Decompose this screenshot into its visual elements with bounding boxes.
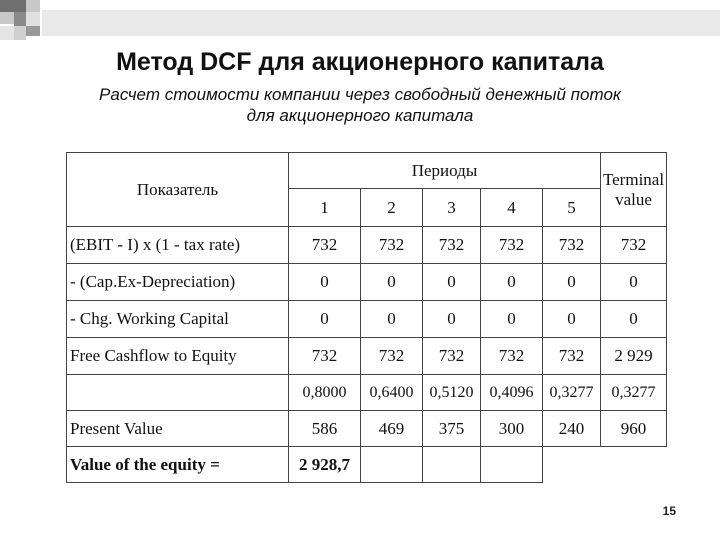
equity-value-row xyxy=(67,447,667,483)
indicator-header: Показатель xyxy=(67,153,289,227)
deco-square xyxy=(26,0,40,12)
header-decoration xyxy=(0,0,720,48)
page-number: 15 xyxy=(662,504,676,518)
period-header: 5 xyxy=(543,189,601,227)
subtitle-line: для акционерного капитала xyxy=(246,106,474,125)
cell: 960 xyxy=(601,411,667,447)
row-label: Present Value xyxy=(67,411,289,447)
deco-square xyxy=(14,26,26,40)
cell: 375 xyxy=(423,411,481,447)
cell: 732 xyxy=(289,338,361,375)
cell: 0 xyxy=(481,301,543,338)
empty-cell xyxy=(67,375,289,411)
cell: 732 xyxy=(423,227,481,264)
cell: 300 xyxy=(481,411,543,447)
discount-factor: 0,3277 xyxy=(543,375,601,411)
discount-factor: 0,4096 xyxy=(481,375,543,411)
equity-value: 2 928,7 xyxy=(289,447,361,483)
cell: 0 xyxy=(289,264,361,301)
row-label: - (Cap.Ex-Depreciation) xyxy=(67,264,289,301)
header-bar xyxy=(42,10,720,36)
table-row xyxy=(67,301,667,338)
deco-square xyxy=(0,26,14,40)
cell: 0 xyxy=(423,264,481,301)
discount-factor: 0,6400 xyxy=(361,375,423,411)
dcf-table xyxy=(66,152,667,483)
discount-factor: 0,8000 xyxy=(289,375,361,411)
cell: 732 xyxy=(361,338,423,375)
empty-cell xyxy=(481,447,543,483)
deco-square xyxy=(0,0,26,12)
deco-square xyxy=(26,12,40,26)
slide-title: Метод DCF для акционерного капитала xyxy=(116,48,604,76)
cell: 0 xyxy=(423,301,481,338)
cell: 0 xyxy=(601,264,667,301)
cell: 0 xyxy=(361,264,423,301)
cell: 469 xyxy=(361,411,423,447)
cell: 0 xyxy=(481,264,543,301)
discount-factor-row xyxy=(67,375,667,411)
period-header: 4 xyxy=(481,189,543,227)
empty-cell xyxy=(361,447,423,483)
cell: 2 929 xyxy=(601,338,667,375)
row-label: Free Cashflow to Equity xyxy=(67,338,289,375)
cell: 732 xyxy=(543,338,601,375)
discount-factor: 0,5120 xyxy=(423,375,481,411)
cell: 0 xyxy=(289,301,361,338)
cell: 732 xyxy=(601,227,667,264)
cell: 0 xyxy=(543,301,601,338)
terminal-value-header: Terminal value xyxy=(601,153,667,227)
table-row xyxy=(67,338,667,375)
table-row xyxy=(67,227,667,264)
period-header: 2 xyxy=(361,189,423,227)
cell: 586 xyxy=(289,411,361,447)
cell: 732 xyxy=(543,227,601,264)
table-row xyxy=(67,264,667,301)
deco-square xyxy=(14,12,26,26)
deco-square xyxy=(0,12,14,24)
cell: 240 xyxy=(543,411,601,447)
cell: 0 xyxy=(361,301,423,338)
row-label: - Chg. Working Capital xyxy=(67,301,289,338)
cell: 0 xyxy=(601,301,667,338)
period-header: 3 xyxy=(423,189,481,227)
empty-cell xyxy=(543,447,601,483)
row-label: (EBIT - I) x (1 - tax rate) xyxy=(67,227,289,264)
cell: 0 xyxy=(543,264,601,301)
period-header: 1 xyxy=(289,189,361,227)
row-label: Value of the equity = xyxy=(67,447,289,483)
cell: 732 xyxy=(481,227,543,264)
cell: 732 xyxy=(481,338,543,375)
empty-cell xyxy=(601,447,667,483)
empty-cell xyxy=(423,447,481,483)
deco-square xyxy=(26,26,40,36)
cell: 732 xyxy=(289,227,361,264)
subtitle-line: Расчет стоимости компании через свободный денежный поток xyxy=(99,85,621,104)
cell: 732 xyxy=(361,227,423,264)
cell: 732 xyxy=(423,338,481,375)
discount-factor: 0,3277 xyxy=(601,375,667,411)
slide-subtitle xyxy=(40,84,680,126)
periods-header: Периоды xyxy=(289,153,601,189)
present-value-row xyxy=(67,411,667,447)
